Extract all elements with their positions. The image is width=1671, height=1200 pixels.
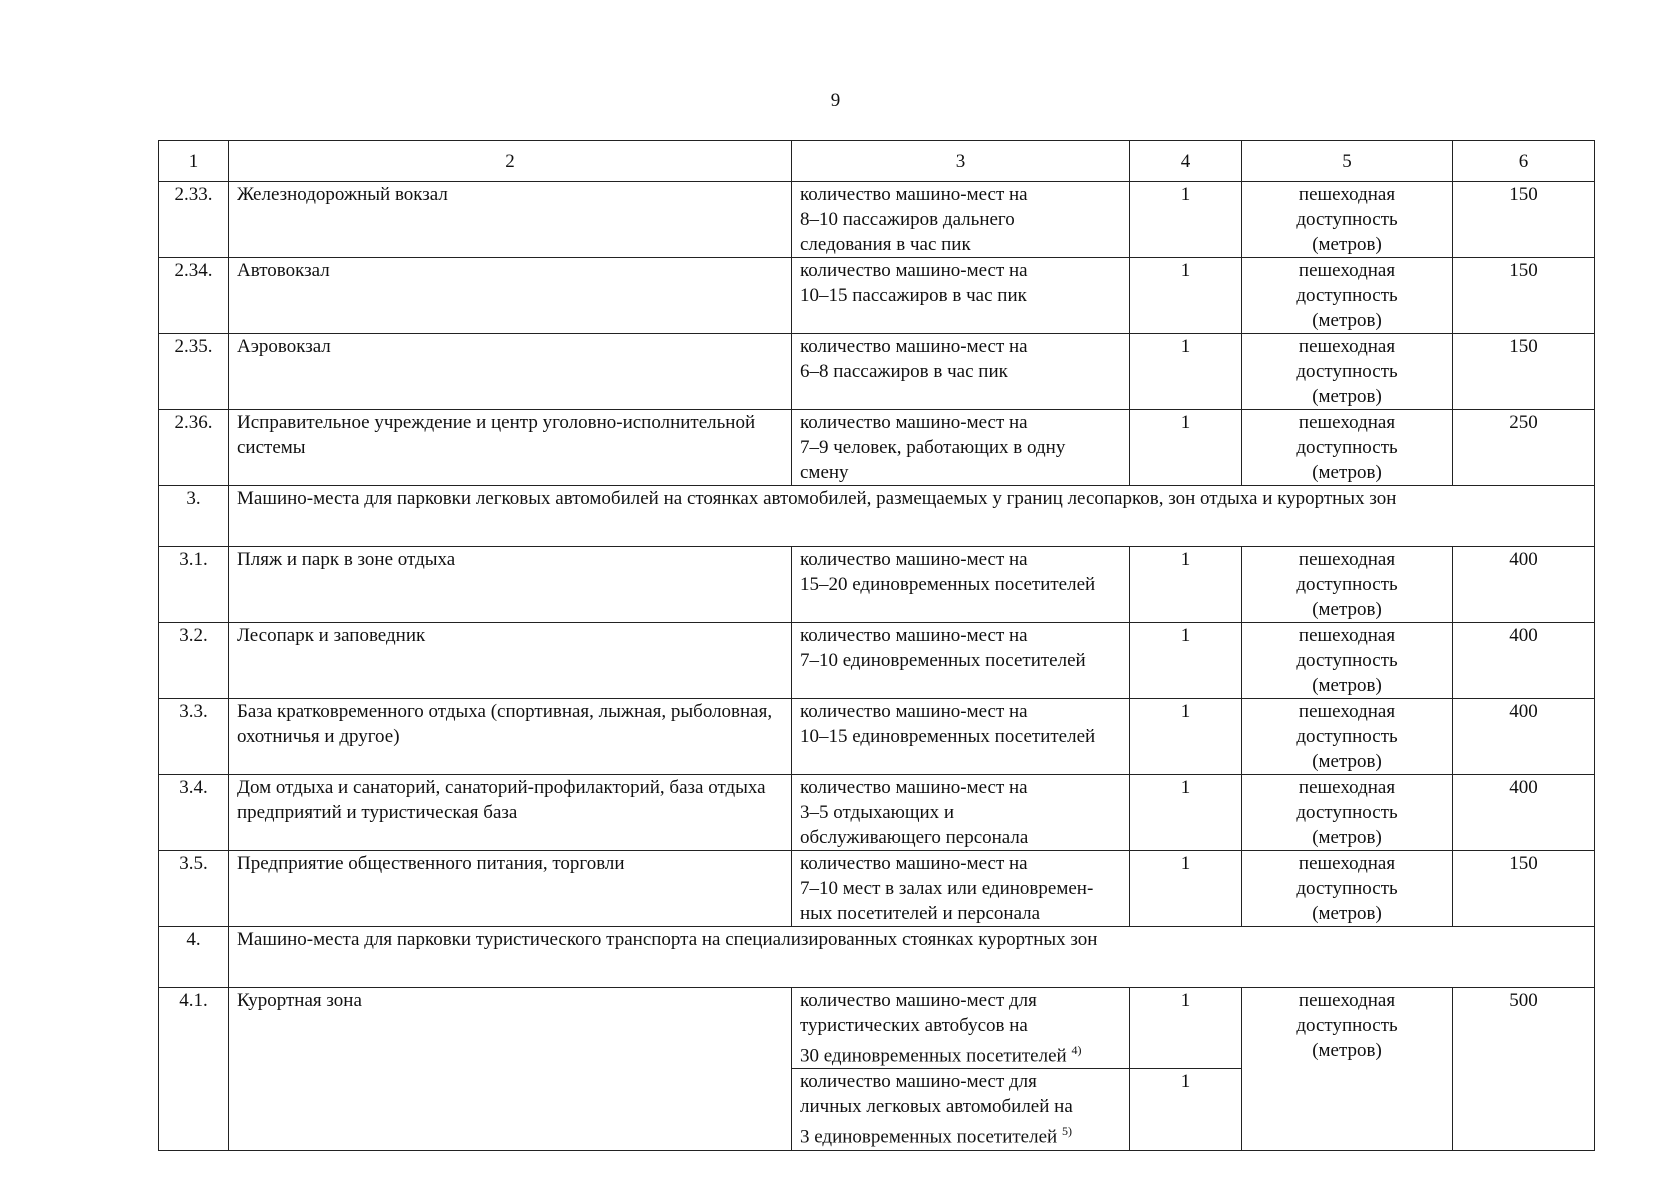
unit-cell	[792, 775, 1130, 851]
unit-line: количество машино-мест для	[800, 1071, 1037, 1093]
row-number: 2.36.	[159, 410, 229, 486]
count-cell: 1	[1130, 851, 1242, 927]
header-cell: 6	[1453, 141, 1595, 182]
access-cell	[1242, 258, 1453, 334]
object-name: Курортная зона	[229, 988, 792, 1151]
object-name: Предприятие общественного питания, торговли	[229, 851, 792, 927]
access-cell	[1242, 775, 1453, 851]
count-cell: 1	[1130, 182, 1242, 258]
unit-line: количество машино-мест на	[800, 412, 1028, 433]
object-name: Исправительное учреждение и центр уголовно-исполнительной системы	[229, 410, 792, 486]
section-number: 3.	[159, 486, 229, 547]
unit-line: количество машино-мест на	[800, 549, 1028, 570]
access-line: (метров)	[1312, 462, 1382, 483]
access-line: доступность	[1296, 361, 1398, 382]
distance-value: 500	[1453, 988, 1595, 1151]
section-title: Машино-места для парковки легковых автомобилей на стоянках автомобилей, размещаемых у границ лесопарков, зон отдыха и курортных зон	[229, 486, 1595, 547]
unit-line: 7–9 человек, работающих в одну	[800, 437, 1066, 458]
unit-line: 7–10 мест в залах или единовремен-	[800, 878, 1094, 899]
parking-norms-table	[158, 140, 1595, 1151]
access-line: (метров)	[1312, 599, 1382, 620]
unit-line: количество машино-мест на	[800, 336, 1028, 357]
unit-line: ных посетителей и персонала	[800, 903, 1041, 924]
footnote-ref: 5)	[1061, 1124, 1072, 1139]
access-line: пешеходная	[1298, 412, 1396, 433]
unit-line: количество машино-мест на	[800, 701, 1028, 722]
access-cell	[1242, 182, 1453, 258]
section-row	[159, 927, 1595, 988]
access-cell	[1242, 623, 1453, 699]
distance-value: 400	[1453, 623, 1595, 699]
object-name: Автовокзал	[229, 258, 792, 334]
table-row	[159, 988, 1595, 1069]
access-line: пешеходная	[1298, 549, 1396, 570]
object-name: Аэровокзал	[229, 334, 792, 410]
unit-line: 10–15 единовременных посетителей	[800, 726, 1096, 747]
row-number: 3.3.	[159, 699, 229, 775]
access-cell	[1242, 851, 1453, 927]
unit-cell	[792, 182, 1130, 258]
access-line: (метров)	[1312, 310, 1382, 331]
header-cell: 4	[1130, 141, 1242, 182]
unit-line: 15–20 единовременных посетителей	[800, 574, 1096, 595]
object-name: База кратковременного отдыха (спортивная, лыжная, рыболовная, охотничья и другое)	[229, 699, 792, 775]
access-line: пешеходная	[1298, 777, 1396, 798]
header-cell: 1	[159, 141, 229, 182]
footnote-ref: 4)	[1071, 1043, 1082, 1057]
unit-line: 8–10 пассажиров дальнего	[800, 209, 1015, 230]
count-cell: 1	[1130, 988, 1242, 1069]
distance-value: 150	[1453, 182, 1595, 258]
access-line: доступность	[1296, 650, 1398, 671]
access-line: (метров)	[1312, 386, 1382, 407]
unit-line: количество машино-мест на	[800, 184, 1028, 205]
unit-line: следования в час пик	[800, 234, 971, 255]
unit-text: 3 единовременных посетителей	[800, 1126, 1058, 1148]
section-number: 4.	[159, 927, 229, 988]
table-row	[159, 851, 1595, 927]
distance-value: 250	[1453, 410, 1595, 486]
table-row	[159, 410, 1595, 486]
access-line: пешеходная	[1298, 625, 1396, 646]
count-cell: 1	[1130, 699, 1242, 775]
unit-line: количество машино-мест на	[800, 777, 1028, 798]
table-row	[159, 623, 1595, 699]
unit-cell	[792, 988, 1130, 1069]
unit-line: туристических автобусов на	[800, 1015, 1028, 1036]
access-line: доступность	[1296, 437, 1398, 458]
unit-text: 30 единовременных посетителей	[800, 1045, 1067, 1067]
access-line: доступность	[1296, 802, 1398, 823]
access-line: пешеходная	[1298, 990, 1396, 1011]
unit-line: 6–8 пассажиров в час пик	[800, 361, 1008, 382]
unit-cell	[792, 410, 1130, 486]
count-cell: 1	[1130, 547, 1242, 623]
unit-line: 7–10 единовременных посетителей	[800, 650, 1086, 671]
access-cell	[1242, 547, 1453, 623]
header-cell: 2	[229, 141, 792, 182]
object-name: Пляж и парк в зоне отдыха	[229, 547, 792, 623]
unit-line: количество машино-мест на	[800, 625, 1028, 646]
unit-cell	[792, 1069, 1130, 1150]
object-name: Дом отдыха и санаторий, санаторий-профилакторий, база отдыха предприятий и туристическая база	[229, 775, 792, 851]
unit-line	[800, 1038, 1121, 1068]
unit-line: количество машино-мест на	[800, 853, 1028, 874]
distance-value: 150	[1453, 851, 1595, 927]
table-row	[159, 699, 1595, 775]
access-cell	[1242, 334, 1453, 410]
access-line: (метров)	[1312, 751, 1382, 772]
section-title: Машино-места для парковки туристического транспорта на специализированных стоянках курортных зон	[229, 927, 1595, 988]
table-row	[159, 547, 1595, 623]
row-number: 3.1.	[159, 547, 229, 623]
unit-line: обслуживающего персонала	[800, 827, 1029, 848]
count-cell: 1	[1130, 775, 1242, 851]
count-cell: 1	[1130, 334, 1242, 410]
row-number: 4.1.	[159, 988, 229, 1151]
count-cell: 1	[1130, 1069, 1242, 1150]
unit-cell	[792, 851, 1130, 927]
access-cell	[1242, 410, 1453, 486]
access-line: (метров)	[1312, 1040, 1382, 1061]
access-line: доступность	[1296, 878, 1398, 899]
object-name: Железнодорожный вокзал	[229, 182, 792, 258]
object-name: Лесопарк и заповедник	[229, 623, 792, 699]
unit-cell	[792, 334, 1130, 410]
access-line: доступность	[1296, 574, 1398, 595]
page-number: 9	[830, 90, 841, 111]
access-line: пешеходная	[1298, 853, 1396, 874]
table-header-row	[159, 141, 1595, 182]
header-cell: 5	[1242, 141, 1453, 182]
row-number: 2.35.	[159, 334, 229, 410]
access-line: (метров)	[1312, 675, 1382, 696]
distance-value: 400	[1453, 699, 1595, 775]
access-line: (метров)	[1312, 827, 1382, 848]
access-line: (метров)	[1312, 903, 1382, 924]
unit-line: количество машино-мест на	[800, 260, 1028, 281]
count-cell: 1	[1130, 410, 1242, 486]
row-number: 3.4.	[159, 775, 229, 851]
unit-cell	[792, 258, 1130, 334]
header-cell: 3	[792, 141, 1130, 182]
count-cell: 1	[1130, 258, 1242, 334]
distance-value: 150	[1453, 258, 1595, 334]
access-line: пешеходная	[1298, 260, 1396, 281]
distance-value: 150	[1453, 334, 1595, 410]
unit-line: 3–5 отдыхающих и	[800, 802, 955, 823]
row-number: 3.2.	[159, 623, 229, 699]
unit-line	[800, 1119, 1121, 1149]
access-line: доступность	[1296, 285, 1398, 306]
row-number: 2.33.	[159, 182, 229, 258]
table-row	[159, 258, 1595, 334]
access-line: (метров)	[1312, 234, 1382, 255]
unit-cell	[792, 547, 1130, 623]
access-line: доступность	[1296, 1015, 1398, 1036]
unit-line: смену	[800, 462, 849, 483]
access-line: пешеходная	[1298, 184, 1396, 205]
table-row	[159, 775, 1595, 851]
access-cell	[1242, 699, 1453, 775]
unit-line: личных легковых автомобилей на	[800, 1096, 1073, 1118]
access-line: доступность	[1296, 209, 1398, 230]
access-line: доступность	[1296, 726, 1398, 747]
section-row	[159, 486, 1595, 547]
table-row	[159, 182, 1595, 258]
row-number: 3.5.	[159, 851, 229, 927]
unit-line: количество машино-мест для	[800, 990, 1037, 1011]
unit-cell	[792, 623, 1130, 699]
access-cell	[1242, 988, 1453, 1151]
table-row	[159, 334, 1595, 410]
access-line: пешеходная	[1298, 336, 1396, 357]
count-cell: 1	[1130, 623, 1242, 699]
unit-cell	[792, 699, 1130, 775]
access-line: пешеходная	[1298, 701, 1396, 722]
distance-value: 400	[1453, 547, 1595, 623]
distance-value: 400	[1453, 775, 1595, 851]
unit-line: 10–15 пассажиров в час пик	[800, 285, 1027, 306]
row-number: 2.34.	[159, 258, 229, 334]
